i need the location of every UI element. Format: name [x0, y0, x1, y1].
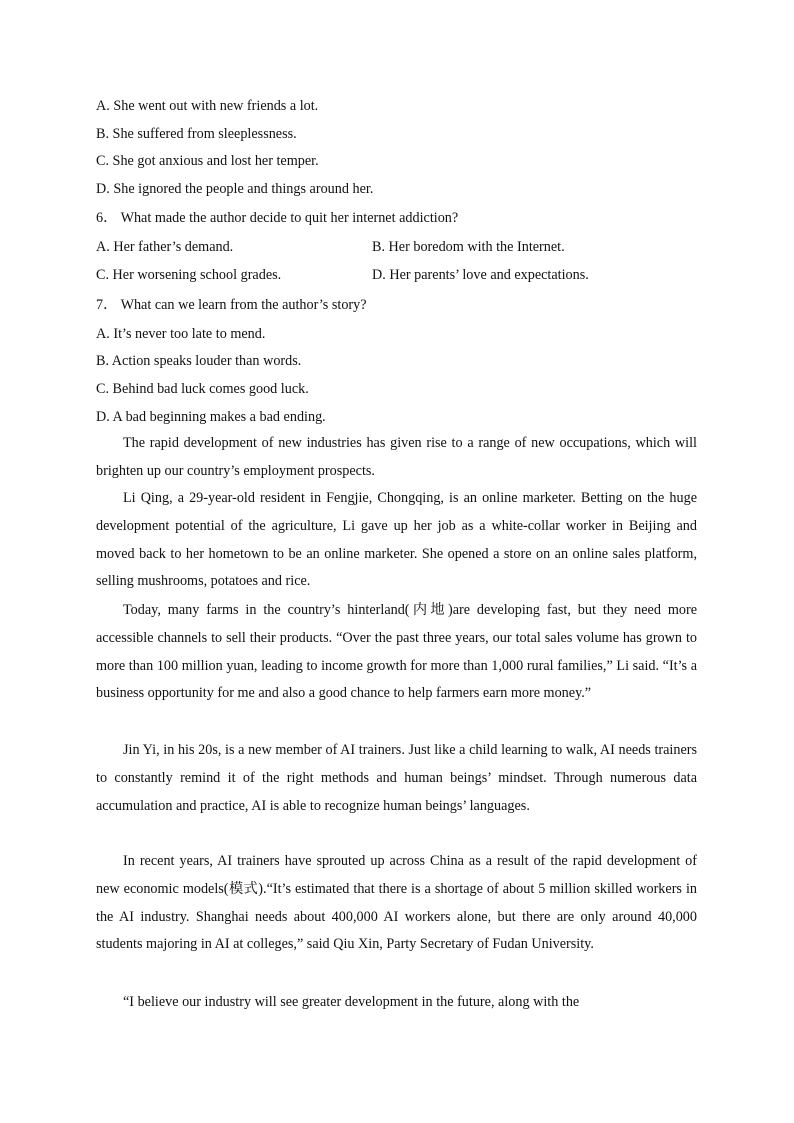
q7-option-c: C. Behind bad luck comes good luck. — [96, 381, 309, 397]
passage-paragraph-2: Li Qing, a 29-year-old resident in Fengjie, Chongqing, is an online marketer. Betting on the huge development potential of the agriculture, Li gave up her job as a white-collar worker in Beijing and moved back to her hometown to be an online marketer. She opened a store on an online sales platform, selling mushrooms, potatoes and rice. — [96, 490, 697, 590]
passage-paragraph-3: Today, many farms in the country’s hinterland(内地)are developing fast, but they need more accessible channels to sell their products. “Over the past three years, our total sales volume has grown to more than 100 million yuan, leading to income growth for more than 1,000 rural families,” Li said. “It’s a business opportunity for me and also a good chance to help farmers earn more money.” — [96, 602, 697, 702]
passage-paragraph-4: Jin Yi, in his 20s, is a new member of AI trainers. Just like a child learning to walk, AI needs trainers to constantly remind it of the right methods and human beings’ mindset. Through numerous data accumulation and practice, AI is able to recognize human beings’ languages. — [96, 742, 697, 814]
q7-question: 7． What can we learn from the author’s story? — [96, 297, 367, 313]
q5-option-d: D. She ignored the people and things around her. — [96, 181, 374, 197]
passage-paragraph-1: The rapid development of new industries has given rise to a range of new occupations, which will brighten up our country’s employment prospects. — [96, 435, 697, 479]
q5-option-a: A. She went out with new friends a lot. — [96, 98, 319, 114]
q6-option-d: D. Her parents’ love and expectations. — [372, 267, 589, 283]
passage-paragraph-6: “I believe our industry will see greater development in the future, along with the — [123, 994, 580, 1010]
q6-option-b: B. Her boredom with the Internet. — [372, 239, 565, 255]
q7-option-b: B. Action speaks louder than words. — [96, 353, 302, 369]
passage-paragraph-5: In recent years, AI trainers have sprouted up across China as a result of the rapid development of new economic models(模式).“It’s estimated that there is a shortage of about 5 million skilled workers in the AI industry. Shanghai needs about 400,000 AI workers alone, but there are only around 40,000 students majoring in AI at colleges,” said Qiu Xin, Party Secretary of Fudan University. — [96, 853, 697, 953]
q6-question: 6． What made the author decide to quit her internet addiction? — [96, 210, 459, 226]
q6-option-c: C. Her worsening school grades. — [96, 267, 282, 283]
q5-option-c: C. She got anxious and lost her temper. — [96, 153, 319, 169]
q7-option-a: A. It’s never too late to mend. — [96, 326, 266, 342]
q5-option-b: B. She suffered from sleeplessness. — [96, 126, 297, 142]
q6-option-a: A. Her father’s demand. — [96, 239, 234, 255]
q7-option-d: D. A bad beginning makes a bad ending. — [96, 409, 326, 425]
